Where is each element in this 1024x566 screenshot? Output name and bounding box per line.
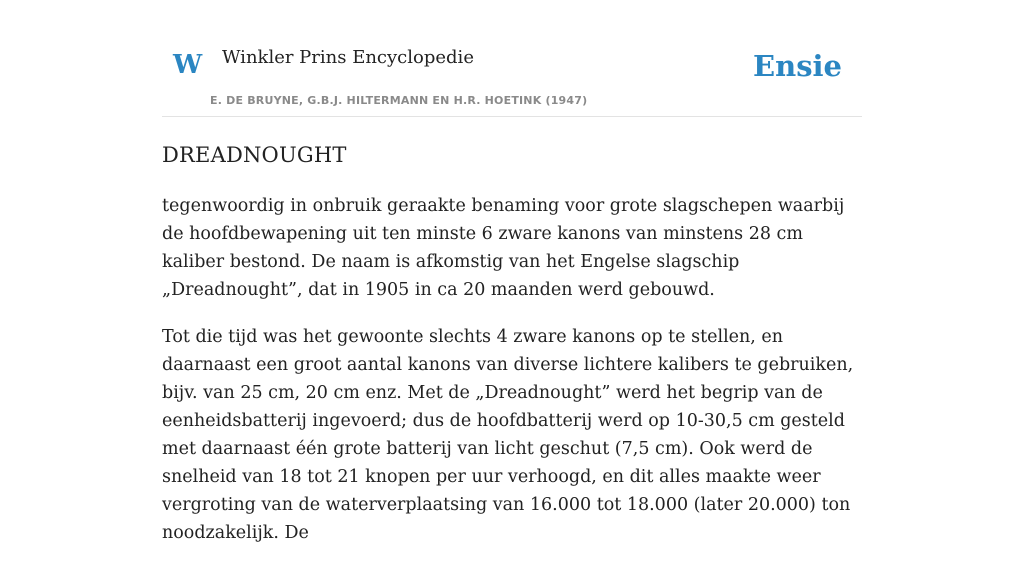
source-header [162,0,862,117]
source-authors: E. DE BRUYNE, G.B.J. HILTERMANN EN H.R. HOETINK (1947) [210,94,588,107]
article-paragraph: tegenwoordig in onbruik geraakte benaming voor grote slagschepen waarbij de hoofdbewapening uit ten minste 6 zware kanons van minstens 28 cm kaliber bestond. De naam is afkomstig van het Engelse slagschip „Dreadnought”, dat in 1905 in ca 20 maanden werd gebouwd. [162,196,845,300]
winkler-prins-logo[interactable]: W [173,50,203,80]
article-title: DREADNOUGHT [162,143,347,167]
article [162,138,862,566]
ensie-logo[interactable]: Ensie [753,49,842,83]
article-paragraph: Tot die tijd was het gewoonte slechts 4 zware kanons op te stellen, en daarnaast een groot aantal kanons van diverse lichtere kalibers te gebruiken, bijv. van 25 cm, 20 cm enz. Met de „Dreadnought” werd het begrip van de eenheidsbatterij ingevoerd; dus de hoofdbatterij werd op 10-30,5 cm gesteld met daarnaast één grote batterij van licht geschut (7,5 cm). Ook werd de snelheid van 18 tot 21 knopen per uur verhoogd, en dit alles maakte weer vergroting van de waterverplaatsing van 16.000 tot 18.000 (later 20.000) ton noodzakelijk. De [162,327,854,543]
source-title[interactable]: Winkler Prins Encyclopedie [222,47,474,68]
